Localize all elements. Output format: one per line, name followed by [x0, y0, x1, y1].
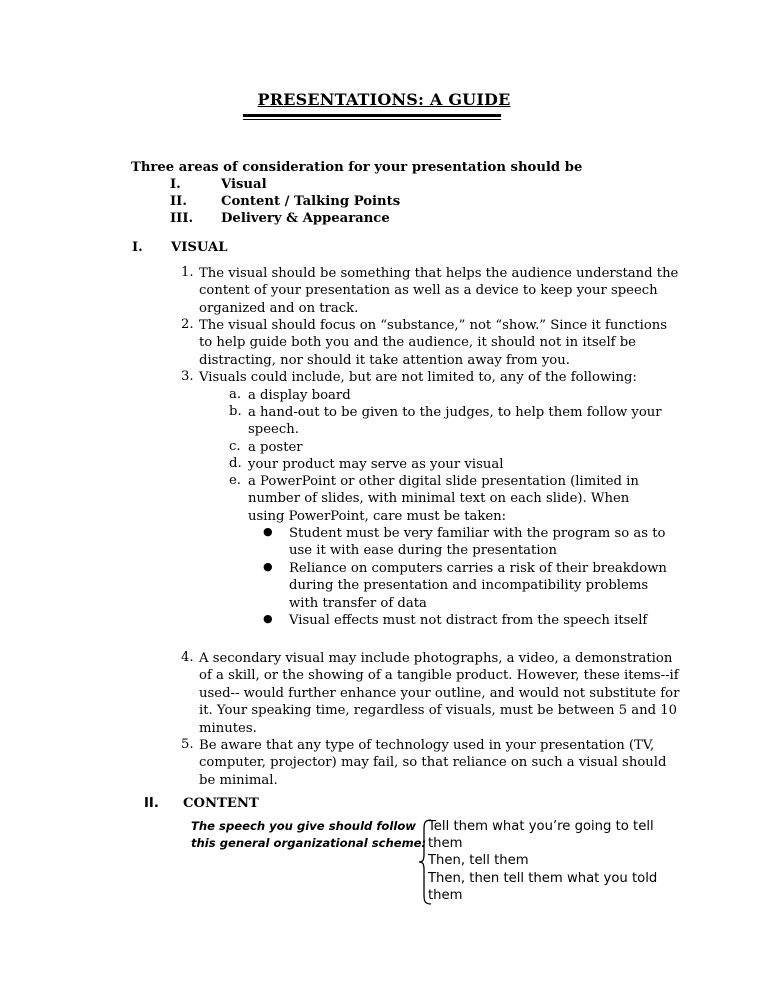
list-item: Visuals could include, but are not limited to, any of the following: — [199, 370, 637, 385]
intro-area-numeral: III. — [170, 211, 194, 226]
list-item: The visual should focus on “substance,” not “show.” Since it functions to help guide both you and the audience, it should not in itself be distracting, nor should it take attention away from you. — [199, 318, 668, 368]
list-item: The visual should be something that helps the audience understand the content of your presentation as well as a device to keep your speech organized and on track. — [199, 266, 679, 316]
section-numeral: I. — [132, 240, 143, 255]
scheme-list: Tell them what you’re going to tell them Then, tell them Then, then tell them what you told them — [428, 819, 658, 903]
bullet-icon: ● — [263, 525, 273, 538]
section-numeral: II. — [144, 796, 159, 811]
title-rule-thin — [243, 119, 501, 120]
item-number: 5. — [181, 737, 194, 752]
sub-list-item: a display board — [248, 388, 351, 403]
subitem-letter: e. — [229, 473, 241, 488]
bullet-icon: ● — [263, 560, 273, 573]
page-title: PRESENTATIONS: A GUIDE — [257, 90, 511, 109]
list-item: A secondary visual may include photographs, a video, a demonstration of a skill, or the showing of a tangible product. However, these items--if used-- would further enhance your outline, and would not substitute for it. Your speaking time, regardless of visuals, must be between 5 and 10 minutes. — [199, 651, 680, 736]
intro-area-label: Delivery & Appearance — [221, 211, 390, 226]
sub-list-item: a PowerPoint or other digital slide presentation (limited in number of slides, with minimal text on each slide). When using PowerPoint, care must be taken: — [248, 474, 639, 524]
intro-area-label: Content / Talking Points — [221, 194, 401, 209]
intro-area-label: Visual — [221, 177, 267, 192]
sub-list-item: your product may serve as your visual — [248, 457, 504, 472]
section-heading: CONTENT — [183, 796, 259, 811]
subitem-letter: c. — [229, 439, 241, 454]
subitem-letter: d. — [229, 456, 242, 471]
intro-lead: Three areas of consideration for your presentation should be — [131, 160, 583, 175]
bullet-item: Student must be very familiar with the program so as to use it with ease during the presentation — [289, 526, 666, 559]
item-number: 1. — [181, 265, 194, 280]
intro-area-numeral: II. — [170, 194, 187, 209]
section-heading: VISUAL — [171, 240, 228, 255]
bullet-item: Reliance on computers carries a risk of their breakdown during the presentation and incompatibility problems with transfer of data — [289, 561, 667, 611]
bullet-icon: ● — [263, 612, 273, 625]
item-number: 3. — [181, 369, 194, 384]
scheme-note: The speech you give should follow this general organizational scheme: — [191, 819, 427, 850]
sub-list-item: a hand-out to be given to the judges, to help them follow your speech. — [248, 405, 662, 438]
intro-area-numeral: I. — [170, 177, 181, 192]
title-rule-thick — [243, 114, 501, 117]
item-number: 2. — [181, 317, 194, 332]
list-item: Be aware that any type of technology used in your presentation (TV, computer, projector) may fail, so that reliance on such a visual should be minimal. — [199, 738, 667, 788]
sub-list-item: a poster — [248, 440, 303, 455]
subitem-letter: a. — [229, 387, 242, 402]
subitem-letter: b. — [229, 404, 242, 419]
item-number: 4. — [181, 650, 194, 665]
bullet-item: Visual effects must not distract from the speech itself — [289, 613, 648, 628]
